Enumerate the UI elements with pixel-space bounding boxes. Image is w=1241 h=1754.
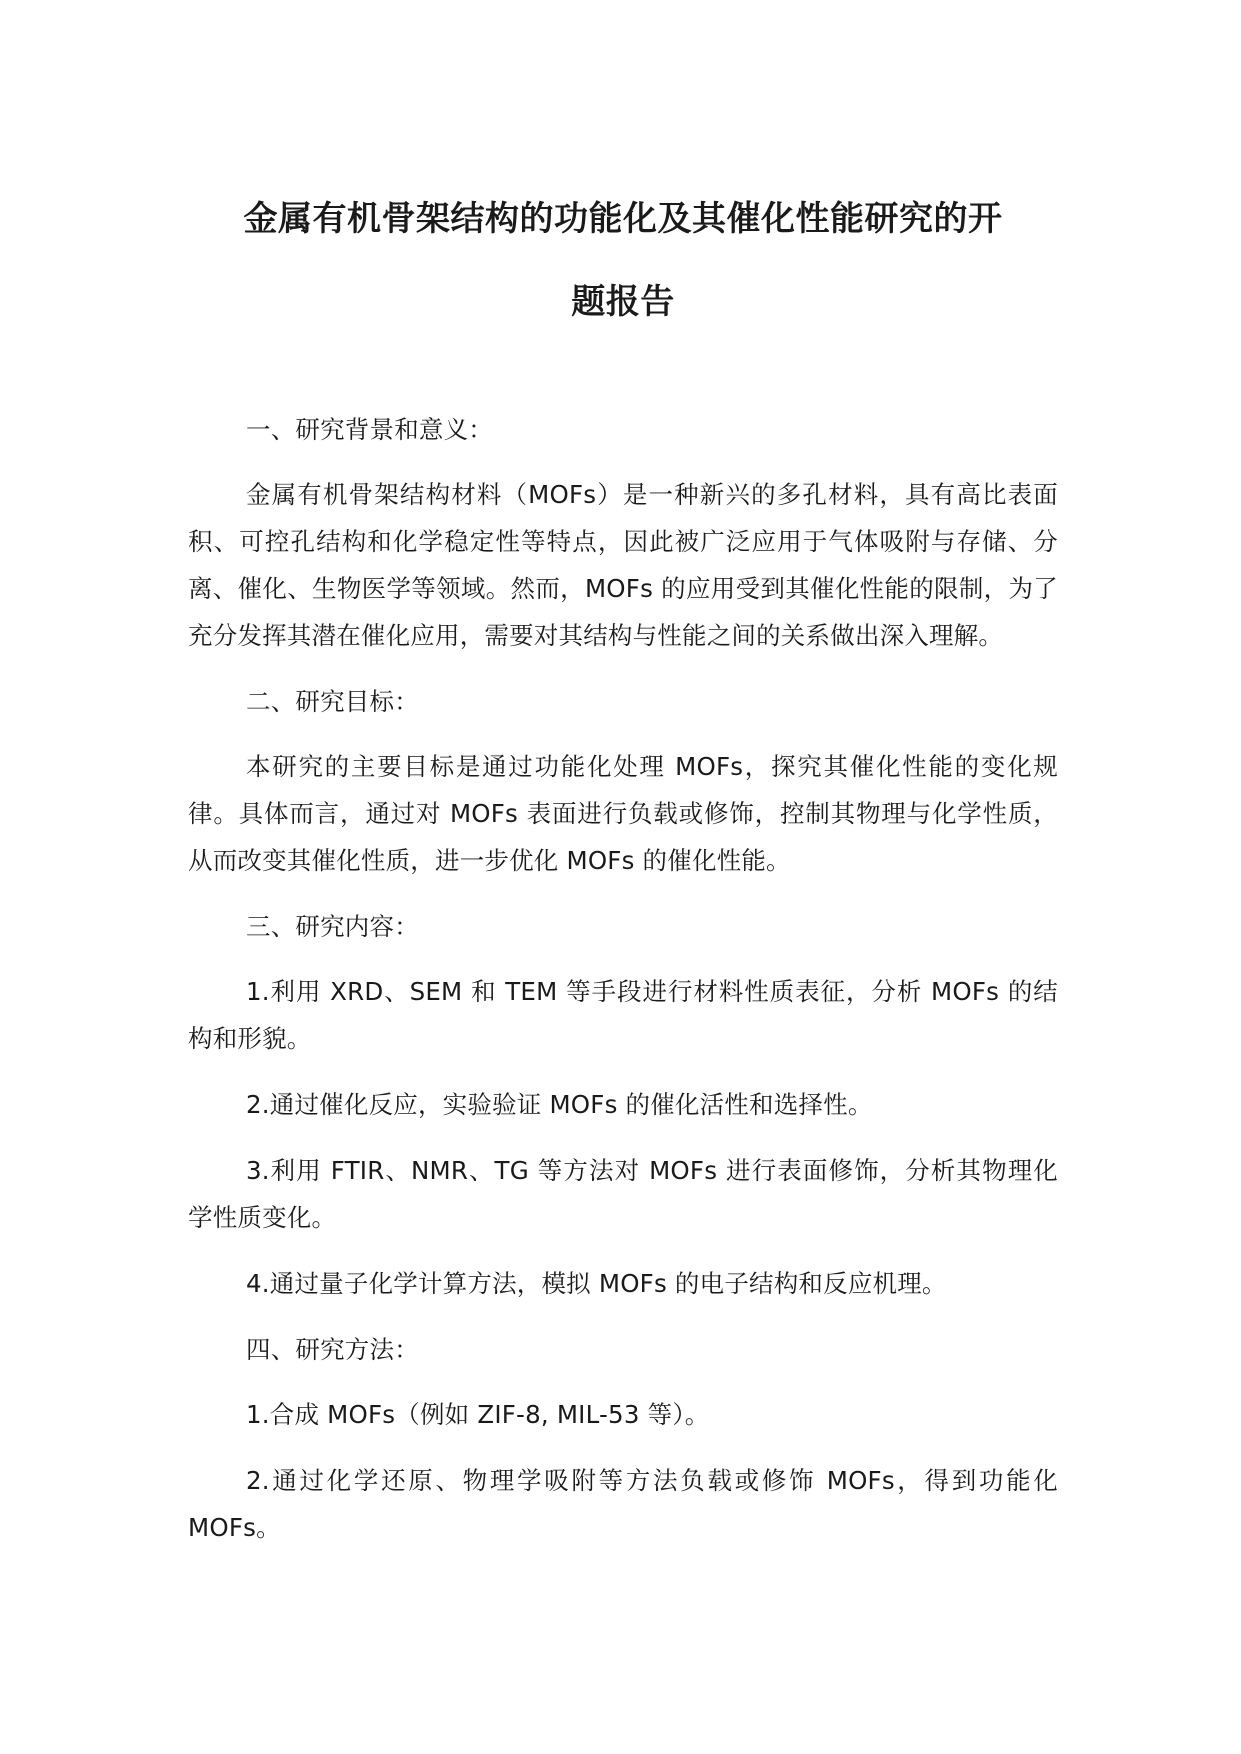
method-item-1: 1.合成 MOFs（例如 ZIF-8, MIL-53 等）。: [246, 1400, 710, 1429]
section-heading-content: 三、研究内容：: [246, 912, 419, 941]
section-heading-background: 一、研究背景和意义：: [246, 415, 493, 444]
title-line-1: 金属有机骨架结构的功能化及其催化性能研究的开: [243, 199, 1003, 239]
content-item-2: 2.通过催化反应，实验验证 MOFs 的催化活性和选择性。: [246, 1090, 873, 1119]
method-item-2: 2.通过化学还原、物理学吸附等方法负载或修饰 MOFs，得到功能化 MOFs。: [188, 1466, 1058, 1542]
document-title: [0, 0, 1058, 344]
document-body: [188, 406, 1058, 1551]
content-item-4: 4.通过量子化学计算方法，模拟 MOFs 的电子结构和反应机理。: [246, 1269, 947, 1298]
section-heading-methods: 四、研究方法：: [246, 1335, 419, 1364]
title-line-2: 题报告: [571, 282, 675, 322]
content-item-3: 3.利用 FTIR、NMR、TG 等方法对 MOFs 进行表面修饰，分析其物理化学性质变化。: [188, 1156, 1058, 1232]
section-heading-goals: 二、研究目标：: [246, 687, 419, 716]
paragraph-background: 金属有机骨架结构材料（MOFs）是一种新兴的多孔材料，具有高比表面积、可控孔结构和化学稳定性等特点，因此被广泛应用于气体吸附与存储、分离、催化、生物医学等领域。然而，MOFs 的应用受到其催化性能的限制，为了充分发挥其潜在催化应用，需要对其结构与性能之间的关系做出深入理解。: [188, 480, 1058, 650]
paragraph-goals: 本研究的主要目标是通过功能化处理 MOFs，探究其催化性能的变化规律。具体而言，通过对 MOFs 表面进行负载或修饰，控制其物理与化学性质，从而改变其催化性质，进一步优化 MOFs 的催化性能。: [188, 752, 1058, 875]
content-item-1: 1.利用 XRD、SEM 和 TEM 等手段进行材料性质表征，分析 MOFs 的结构和形貌。: [188, 977, 1058, 1053]
